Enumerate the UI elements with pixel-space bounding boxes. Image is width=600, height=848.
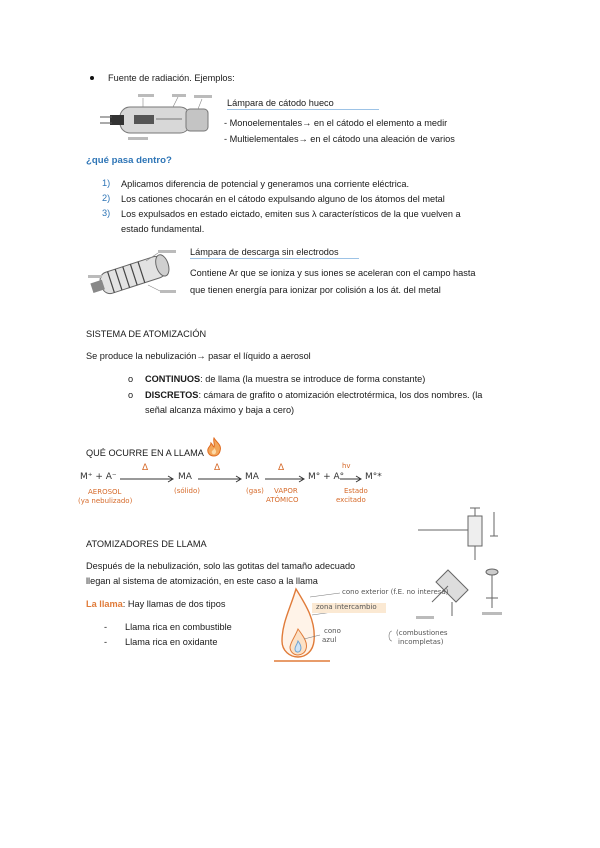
note-label: excitado	[336, 496, 366, 504]
step-number: 3)	[102, 208, 111, 218]
lamp2-title: Lámpara de descarga sin electrodos	[190, 246, 359, 259]
la-llama-label: La llama	[86, 599, 123, 609]
step-text-continued: estado fundamental.	[121, 224, 205, 234]
llama-types-line	[86, 598, 225, 610]
step-number: 2)	[102, 193, 111, 203]
lamp1-line1: - Monoelementales→ en el cátodo el elemento a medir	[224, 118, 448, 128]
list-item	[145, 389, 482, 401]
question-heading: ¿qué pasa dentro?	[86, 155, 172, 166]
step-text: Los expulsados en estado eictado, emiten sus λ característicos de la que vuelven a	[121, 209, 461, 219]
continuos-label: CONTINUOS	[145, 374, 201, 384]
flame-note-outer: cono exterior (f.E. no interesa)	[342, 588, 449, 596]
list-marker: -	[104, 622, 108, 632]
lamp1-line2: - Multielementales→ en el cátodo una aleación de varios	[224, 134, 455, 144]
discretos-label: DISCRETOS	[145, 390, 199, 400]
atomizadores-line1: Después de la nebulización, solo las gotitas del tamaño adecuado	[86, 561, 356, 571]
arrow-label: Δ	[214, 463, 221, 473]
species-label: MA	[245, 472, 259, 482]
step-text: Los cationes chocarán en el cátodo expulsando alguno de los átomos del metal	[121, 194, 445, 204]
arrow-label: hv	[342, 462, 351, 470]
flame-note-comb: incompletas)	[398, 638, 444, 646]
fuente-radiacion-text: Fuente de radiación. Ejemplos:	[108, 73, 235, 83]
list-marker: -	[104, 637, 108, 647]
arrow-label: Δ	[278, 463, 285, 473]
flame-diagram	[270, 585, 470, 665]
arrow-label: Δ	[142, 463, 149, 473]
hollow-cathode-lamp-image	[98, 93, 218, 149]
note-label: VAPOR	[274, 487, 298, 495]
species-label: M°*	[365, 472, 382, 482]
bullet-dot	[90, 76, 94, 80]
sistema-atomizacion-heading: SISTEMA DE ATOMIZACIÓN	[86, 329, 207, 339]
species-label: M° + A°	[308, 472, 345, 482]
continuos-desc: : de llama (la muestra se introduce de forma constante)	[200, 374, 426, 384]
note-label: (ya nebulizado)	[78, 497, 133, 505]
electrodeless-lamp-image	[86, 245, 186, 301]
note-label: (sólido)	[174, 487, 201, 495]
lamp2-line1: Contiene Ar que se ioniza y sus iones se aceleran con el campo hasta	[190, 268, 476, 278]
que-ocurre-heading: QUÉ OCURRE EN A LLAMA	[86, 448, 204, 458]
flame-note-middle: zona intercambio	[316, 603, 377, 611]
atomizadores-line2: llegan al sistema de atomización, en este caso a la llama	[86, 576, 318, 586]
list-marker: o	[128, 390, 134, 400]
species-label: M⁺ + A⁻	[80, 472, 117, 482]
reaction-scheme	[78, 456, 382, 502]
list-item	[145, 373, 425, 385]
step-number: 1)	[102, 178, 111, 188]
nebulizacion-text: Se produce la nebulización→ pasar el líquido a aerosol	[86, 351, 311, 361]
atomizadores-heading: ATOMIZADORES DE LLAMA	[86, 539, 207, 549]
step-text: Aplicamos diferencia de potencial y generamos una corriente eléctrica.	[121, 179, 410, 189]
list-item-continued: señal alcanza máximo y baja a cero)	[145, 405, 295, 415]
discretos-desc: : cámara de grafito o atomización electrotérmica, los dos nombres. (la	[198, 390, 483, 400]
note-label: AEROSOL	[88, 488, 122, 496]
flame-type-item: Llama rica en oxidante	[125, 637, 218, 647]
note-label: (gas)	[246, 487, 264, 495]
la-llama-desc: : Hay llamas de dos tipos	[122, 599, 226, 609]
note-label: Estado	[344, 487, 368, 495]
fire-icon	[205, 437, 223, 457]
list-marker: o	[128, 374, 134, 384]
note-label: ATÓMICO	[266, 496, 299, 504]
species-label: MA	[178, 472, 192, 482]
flame-note-inner: cono	[324, 627, 341, 635]
lamp1-title: Lámpara de cátodo hueco	[227, 97, 379, 110]
flame-note-comb: (combustiones	[396, 629, 448, 637]
lamp2-line2: que tienen energía para ionizar por colisión a los át. del metal	[190, 285, 441, 295]
flame-note-inner: azul	[322, 636, 337, 644]
flame-type-item: Llama rica en combustible	[125, 622, 232, 632]
